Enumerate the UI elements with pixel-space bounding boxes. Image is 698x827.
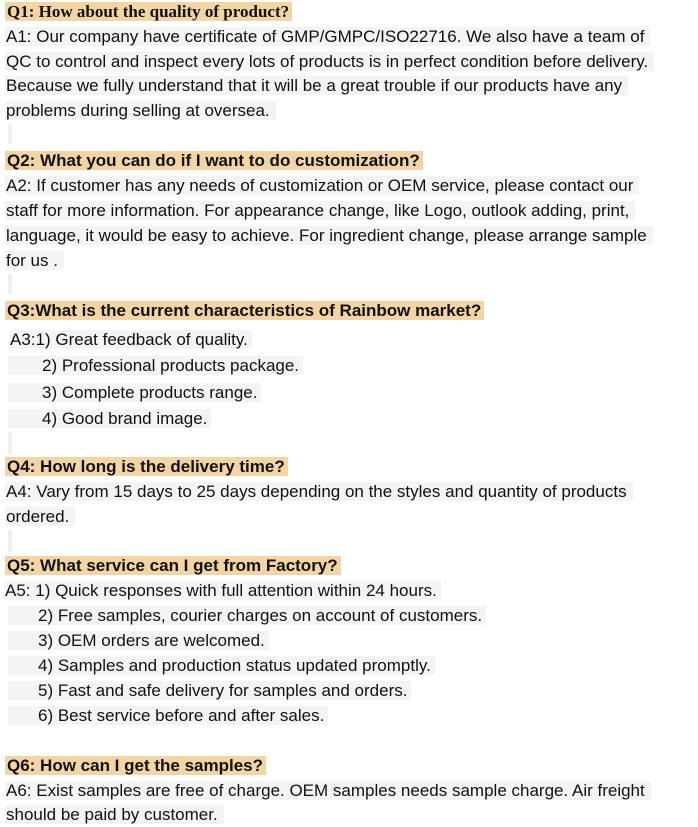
- answer-prefix: A3:: [10, 330, 36, 349]
- faq-answer-5-item-5: [8, 679, 411, 703]
- answer-item-text: 2) Professional products package.: [42, 356, 300, 375]
- answer-item-text: 3) Complete products range.: [42, 383, 258, 402]
- question-text: Q3:What is the current characteristics of Rainbow market?: [5, 301, 484, 320]
- faq-answer-2-line-2: [5, 199, 635, 223]
- faq-answer-1-line-2: [5, 50, 654, 74]
- answer-text: problems during selling at oversea.: [5, 101, 276, 120]
- section-divider: [8, 274, 12, 294]
- answer-item-text: 1) Quick responses with full attention within 24 hours.: [35, 581, 437, 600]
- faq-answer-5-item-2: [8, 604, 486, 628]
- answer-item-text: 2) Free samples, courier charges on account of customers.: [38, 606, 483, 625]
- question-text: Q6: How can I get the samples?: [5, 756, 266, 775]
- answer-item-text: 4) Good brand image.: [42, 409, 208, 428]
- faq-answer-6-line-1: [5, 779, 651, 803]
- answer-text: A1: Our company have certificate of GMP/GMPC/ISO22716. We also have a team of: [5, 27, 650, 46]
- answer-text: Because we fully understand that it will be a great trouble if our products have any: [5, 76, 628, 95]
- faq-answer-1-line-1: [5, 25, 650, 49]
- faq-question-6: [5, 754, 266, 778]
- question-text: Q2: What you can do if I want to do customization?: [5, 151, 423, 170]
- faq-answer-2-line-3: [5, 224, 653, 248]
- faq-answer-1-line-4: [5, 99, 276, 123]
- answer-text: staff for more information. For appearance change, like Logo, outlook adding, print,: [5, 201, 635, 220]
- answer-text: QC to control and inspect every lots of products is in perfect condition before delivery.: [5, 52, 654, 71]
- faq-answer-5-item-6: [8, 704, 328, 728]
- answer-text: A2: If customer has any needs of customization or OEM service, please contact our: [5, 176, 639, 195]
- faq-question-1: [5, 0, 292, 24]
- faq-answer-5-item-3: [8, 629, 269, 653]
- faq-answer-3-item-2: [8, 354, 303, 378]
- faq-question-4: [5, 455, 288, 479]
- faq-answer-2-line-4: [5, 249, 64, 273]
- faq-answer-3-item-1: [10, 328, 252, 352]
- answer-prefix: A5:: [5, 581, 36, 600]
- faq-question-5: [5, 554, 341, 578]
- section-divider: [8, 432, 12, 454]
- answer-item-text: 6) Best service before and after sales.: [38, 706, 325, 725]
- answer-text: for us .: [5, 251, 64, 270]
- faq-answer-3-item-4: [8, 407, 211, 431]
- question-text: Q4: How long is the delivery time?: [5, 457, 288, 476]
- answer-item-text: 4) Samples and production status updated promptly.: [38, 656, 431, 675]
- faq-answer-1-line-3: [5, 74, 628, 98]
- answer-text: A6: Exist samples are free of charge. OEM samples needs sample charge. Air freight: [5, 781, 651, 800]
- faq-answer-6-line-2: [5, 803, 224, 827]
- section-divider: [8, 530, 12, 552]
- faq-question-3: [5, 299, 484, 323]
- section-divider: [8, 124, 12, 144]
- question-text: Q5: What service can I get from Factory?: [5, 556, 341, 575]
- answer-item-text: 5) Fast and safe delivery for samples and orders.: [38, 681, 408, 700]
- faq-answer-3-item-3: [8, 381, 261, 405]
- question-text: Q1: How about the quality of product?: [5, 2, 292, 21]
- answer-text: A4: Vary from 15 days to 25 days depending on the styles and quantity of products: [5, 482, 633, 501]
- answer-text: language, it would be easy to achieve. For ingredient change, please arrange sample: [5, 226, 653, 245]
- faq-answer-4-line-2: [5, 505, 75, 529]
- answer-text: should be paid by customer.: [5, 805, 224, 824]
- faq-answer-2-line-1: [5, 174, 639, 198]
- answer-text: ordered.: [5, 507, 75, 526]
- answer-item-text: 3) OEM orders are welcomed.: [38, 631, 265, 650]
- faq-answer-4-line-1: [5, 480, 633, 504]
- answer-item-text: 1) Great feedback of quality.: [35, 330, 248, 349]
- faq-answer-5-item-4: [8, 654, 435, 678]
- faq-answer-5-item-1: [5, 579, 441, 603]
- faq-question-2: [5, 149, 423, 173]
